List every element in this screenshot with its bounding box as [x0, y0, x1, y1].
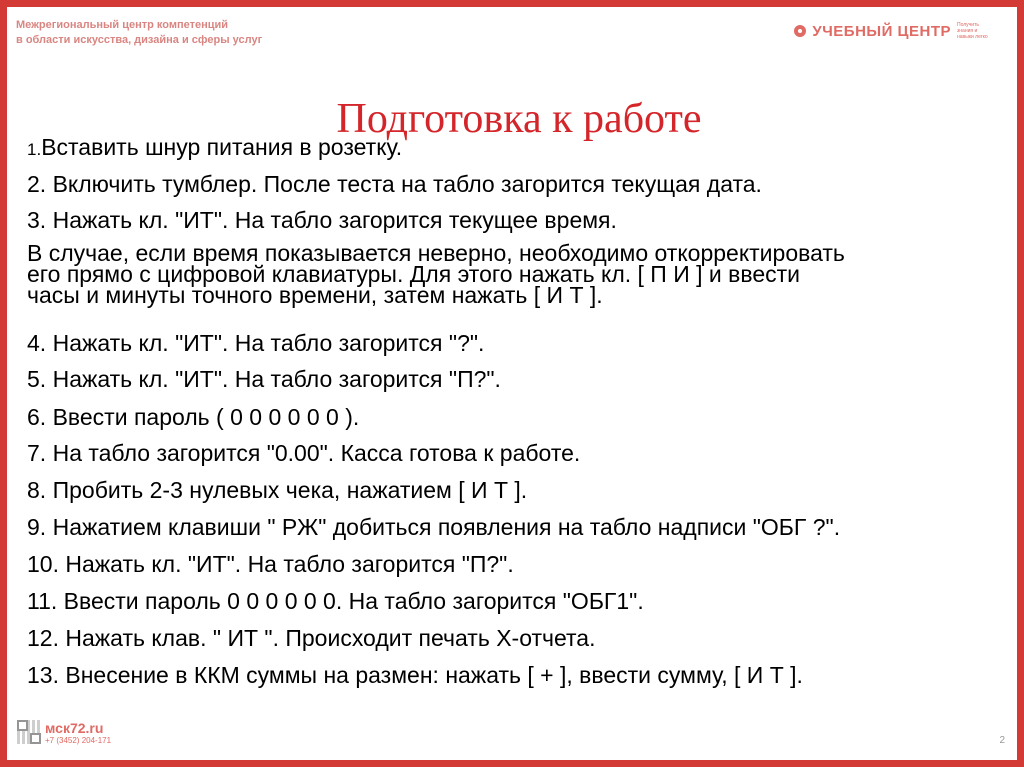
step-number: 4. [27, 330, 47, 356]
step-7 [27, 439, 1017, 467]
phone-number: +7 (3452) 204-171 [45, 736, 112, 745]
step-text: Нажать клав. " ИТ ". Происходит печать Х-отчета. [65, 625, 596, 651]
step-6 [27, 403, 1017, 431]
org-line-1: Межрегиональный центр компетенций [16, 19, 229, 31]
step-number: 11. [27, 588, 58, 614]
step-number: 1. [27, 140, 42, 159]
step-text: Включить тумблер. После теста на табло загорится текущая дата. [52, 171, 762, 197]
brand-name: УЧЕБНЫЙ ЦЕНТР [812, 22, 951, 40]
step-text: Ввести пароль ( 0 0 0 0 0 0 ). [52, 404, 360, 430]
brand-circle-icon [794, 25, 806, 37]
step-5 [27, 365, 1017, 393]
contact-block [45, 720, 111, 746]
step-8 [27, 476, 1017, 504]
step-9 [27, 513, 1017, 541]
step-number: 5. [27, 366, 47, 392]
step-number: 13. [27, 662, 59, 688]
step-12 [27, 624, 1017, 652]
brand-logo [794, 19, 991, 43]
step-2 [27, 170, 1017, 198]
note-line: В случае, если время показывается неверно, необходимо откорректировать [27, 240, 845, 266]
step-number: 6. [27, 404, 47, 430]
step-number: 7. [27, 440, 47, 466]
step-10 [27, 550, 1017, 578]
note-line: часы и минуты точного времени, затем нажать [ И Т ]. [27, 282, 603, 308]
step-11 [27, 587, 1017, 615]
step-text: Пробить 2-3 нулевых чека, нажатием [ И Т ]. [52, 477, 528, 503]
slide-title: Подготовка к работе [336, 96, 702, 142]
org-line-2: в области искусства, дизайна и сферы услуг [16, 34, 263, 46]
step-number: 9. [27, 514, 47, 540]
brand-tagline: Получить знания и навыки легко [957, 22, 988, 40]
step-4 [27, 329, 1017, 357]
note-line: его прямо с цифровой клавиатуры. Для этого нажать кл. [ П И ] и ввести [27, 261, 801, 287]
step-number: 10. [27, 551, 59, 577]
footer-contacts [17, 720, 111, 746]
step-number: 3. [27, 207, 47, 233]
step-13 [27, 661, 1017, 689]
step-text: Нажать кл. "ИТ". На табло загорится "?". [52, 330, 485, 356]
step-number: 12. [27, 625, 59, 651]
step-text: На табло загорится "0.00". Касса готова к работе. [52, 440, 581, 466]
organization-name [16, 18, 316, 48]
step-text: Нажать кл. "ИТ". На табло загорится текущее время. [52, 207, 617, 233]
step-number: 2. [27, 171, 47, 197]
page-number: 2 [999, 735, 1005, 746]
qr-code-icon [17, 720, 41, 744]
step-3 [27, 206, 1017, 234]
step-text: Нажатием клавиши " РЖ" добиться появления на табло надписи "ОБГ ?". [52, 514, 841, 540]
time-correction-note [27, 240, 1017, 308]
step-text: Вставить шнур питания в розетку. [41, 134, 403, 160]
step-number: 8. [27, 477, 47, 503]
step-1 [27, 133, 1017, 164]
step-text: Нажать кл. "ИТ". На табло загорится "П?". [52, 366, 501, 392]
step-text: Нажать кл. "ИТ". На табло загорится "П?". [65, 551, 514, 577]
step-text: Ввести пароль 0 0 0 0 0 0. На табло загорится "ОБГ1". [63, 588, 644, 614]
website-link[interactable]: мск72.ru [45, 720, 104, 736]
step-text: Внесение в ККМ суммы на размен: нажать [ + ], ввести сумму, [ И Т ]. [65, 662, 803, 688]
